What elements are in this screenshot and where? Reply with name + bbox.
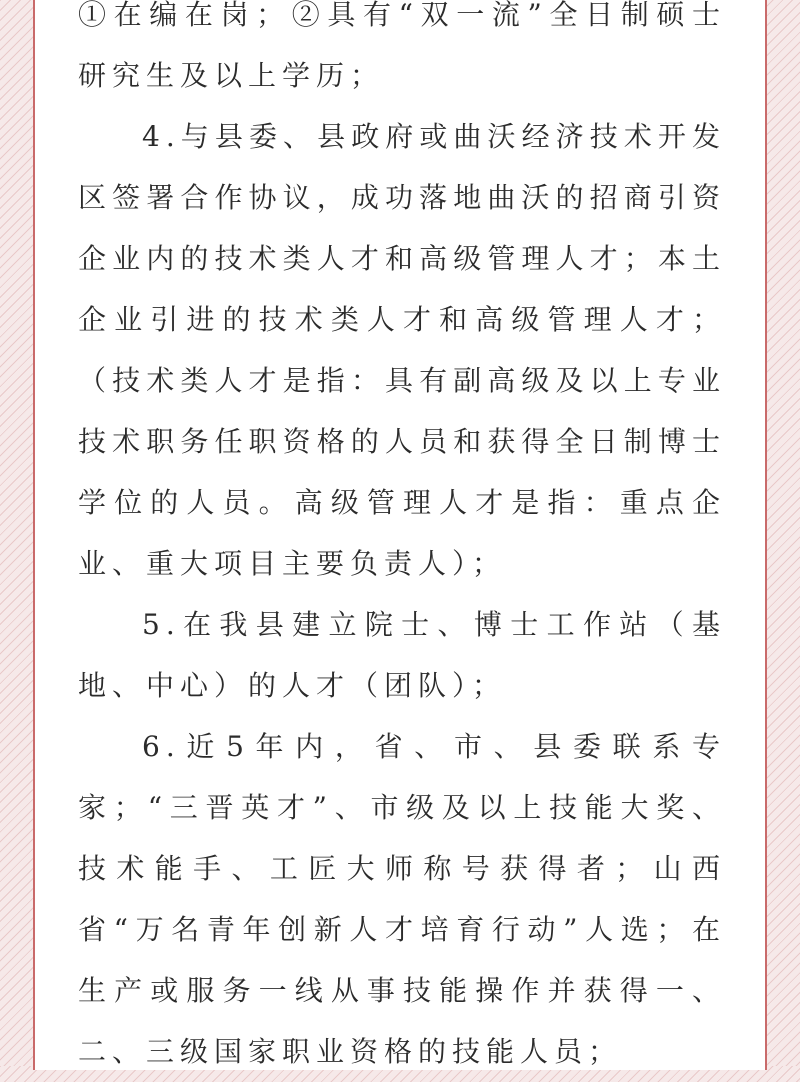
paragraph-item-6: 6.近5年内，省、市、县委联系专家；“三晋英才”、市级及以上技能大奖、技术能手、工匠大师称号获得者；山西省“万名青年创新人才培育行动”人选；在生产或服务一线从事技能操作并获得一、二、三级国家职业资格的技能人员；	[78, 730, 726, 1068]
document-body	[78, 0, 726, 1082]
paragraph-item-5: 5.在我县建立院士、博士工作站（基地、中心）的人才（团队）；	[78, 608, 726, 702]
document-page	[33, 0, 767, 1070]
paragraph-item-4: 4.与县委、县政府或曲沃经济技术开发区签署合作协议，成功落地曲沃的招商引资企业内的技术类人才和高级管理人才；本土企业引进的技术类人才和高级管理人才；（技术类人才是指：具有副高级及以上专业技术职务任职资格的人员和获得全日制博士学位的人员。高级管理人才是指：重点企业、重大项目主要负责人）；	[78, 120, 726, 580]
paragraph-item-3-continued: ①在编在岗；②具有“双一流”全日制硕士研究生及以上学历；	[78, 0, 726, 92]
